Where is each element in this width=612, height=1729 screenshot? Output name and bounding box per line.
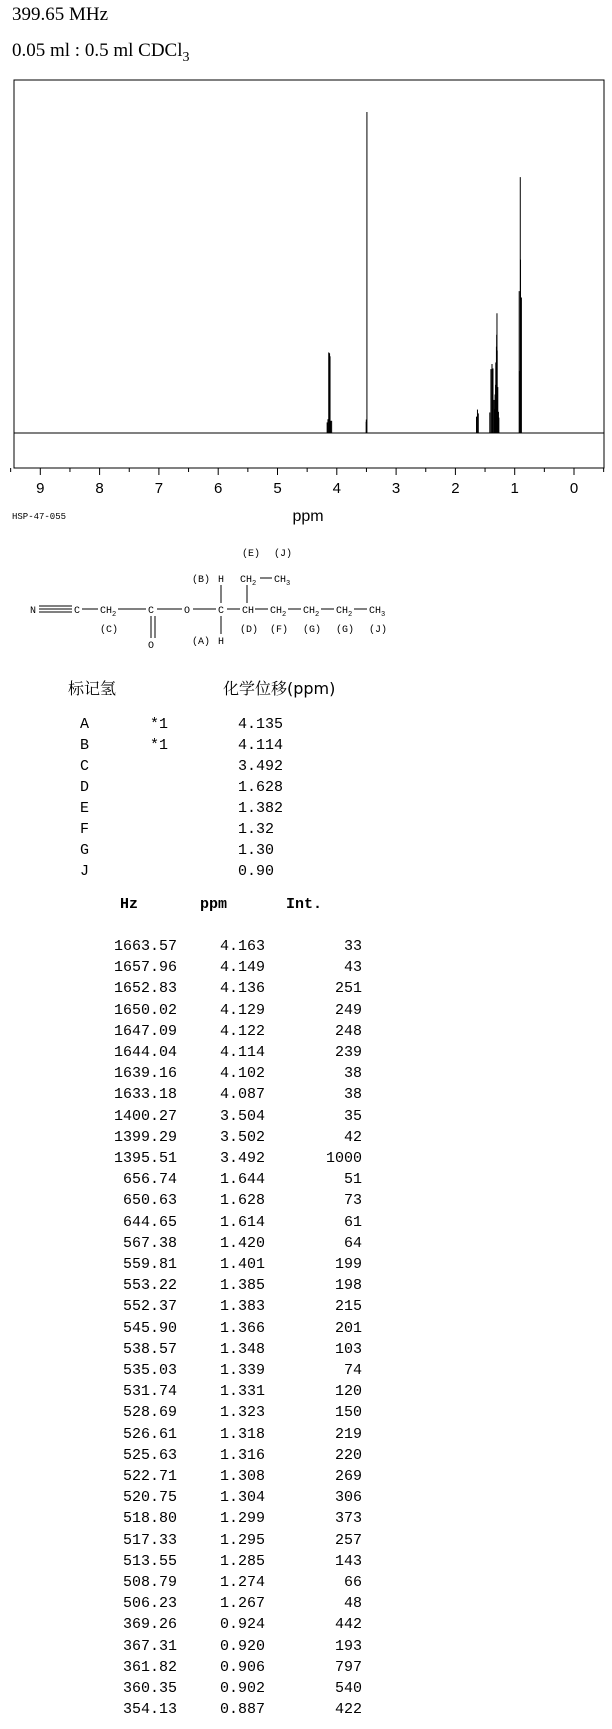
- peak-hz: 559.81: [122, 1256, 177, 1273]
- peak-hz: 526.61: [122, 1425, 177, 1443]
- shift-label: F: [80, 821, 90, 838]
- peak-int: 1000: [325, 1150, 362, 1167]
- atom-c-methylene: C: [218, 606, 225, 617]
- group-ch3-j-ethyl: $CH_3$: [274, 575, 291, 588]
- peak-int: 61: [343, 1213, 362, 1231]
- peak-ppm: 1.628: [219, 1192, 265, 1210]
- peak-int: 373: [334, 1510, 362, 1528]
- peak-hz: 518.80: [122, 1510, 177, 1528]
- spectrum-trace: [327, 112, 521, 433]
- shift-label: C: [80, 758, 90, 775]
- peak-int: 249: [334, 1001, 362, 1019]
- solvent-subscript: 3: [182, 49, 190, 65]
- peak-ppm: 1.348: [219, 1340, 265, 1358]
- peak-header-int: Int.: [286, 896, 323, 913]
- peak-ppm: 4.087: [219, 1086, 265, 1104]
- peak-ppm: 1.401: [219, 1256, 265, 1273]
- peak-int: 215: [334, 1298, 362, 1316]
- peak-hz: 1633.18: [113, 1086, 177, 1104]
- peak-hz: 1644.04: [113, 1044, 177, 1061]
- peak-int: 797: [334, 1658, 362, 1676]
- peak-ppm: 1.331: [219, 1383, 265, 1401]
- peak-ppm: 1.614: [219, 1213, 265, 1231]
- peak-int: 199: [334, 1256, 362, 1273]
- group-ch-d: CH: [242, 606, 255, 617]
- peak-ppm: 1.316: [219, 1446, 265, 1464]
- peak-hz: 367.31: [122, 1637, 177, 1655]
- peak-ppm: 0.902: [219, 1680, 265, 1697]
- x-tick-label: 5: [273, 480, 282, 497]
- peak-hz: 517.33: [122, 1531, 177, 1549]
- peak-ppm: 4.122: [219, 1022, 265, 1040]
- spectrum-code: HSP-47-055: [12, 512, 67, 522]
- shift-label: D: [80, 779, 90, 796]
- group-ch2-e: $CH_2$: [240, 575, 257, 588]
- shift-label: G: [80, 842, 90, 859]
- peak-hz: 656.74: [122, 1171, 177, 1189]
- peak-header-hz: Hz: [120, 896, 139, 913]
- peak-hz: 1652.83: [113, 980, 177, 998]
- peak-ppm: 4.129: [219, 1001, 265, 1019]
- peak-hz: 1663.57: [113, 938, 177, 955]
- group-ch2-c: $CH_2$: [100, 606, 117, 619]
- peak-int: 306: [334, 1489, 362, 1507]
- peak-int: 248: [334, 1022, 362, 1040]
- peak-int: 442: [334, 1616, 362, 1634]
- group-ch2-g: $CH_2$: [303, 606, 320, 619]
- peak-int: 143: [334, 1552, 362, 1570]
- shift-label: B: [80, 737, 90, 754]
- peak-hz: 361.82: [122, 1658, 177, 1676]
- peak-ppm: 3.502: [219, 1128, 265, 1146]
- tag-c: (C): [100, 625, 119, 636]
- peak-hz: 1399.29: [113, 1128, 177, 1146]
- peak-int: 48: [343, 1595, 362, 1613]
- structure-diagram: [20, 540, 440, 660]
- shift-value: 4.114: [238, 737, 284, 754]
- peak-hz: 1395.51: [113, 1150, 177, 1167]
- peak-hz: 520.75: [122, 1489, 177, 1507]
- x-axis-label: ppm: [292, 508, 324, 525]
- peak-ppm: 1.383: [219, 1298, 265, 1316]
- x-tick-label: 6: [214, 480, 223, 497]
- peak-ppm: 0.887: [219, 1701, 265, 1719]
- shift-value: 3.492: [238, 758, 284, 775]
- peak-int: 38: [343, 1065, 362, 1083]
- x-tick-label: 2: [451, 480, 460, 497]
- x-axis-ticks: [11, 468, 604, 497]
- x-tick-label: 3: [391, 480, 401, 497]
- shift-label: J: [80, 863, 90, 880]
- peak-hz: 354.13: [122, 1701, 177, 1719]
- tag-d: (D): [240, 625, 259, 636]
- peak-hz: 1657.96: [113, 959, 177, 977]
- shift-mark: *1: [150, 737, 169, 754]
- peak-ppm: 4.136: [219, 980, 265, 998]
- group-ch2-g2: $CH_2$: [336, 606, 353, 619]
- x-tick-label: 1: [510, 480, 519, 497]
- tag-j-top: (J): [274, 549, 293, 560]
- atom-n: N: [30, 606, 37, 617]
- peak-int: 220: [334, 1446, 362, 1464]
- x-tick-label: 0: [569, 480, 579, 497]
- peak-int: 269: [334, 1468, 362, 1485]
- peak-ppm: 3.492: [219, 1150, 265, 1167]
- peak-hz: 545.90: [122, 1319, 177, 1337]
- peak-int: 33: [343, 938, 362, 955]
- peak-ppm: 0.920: [219, 1637, 265, 1655]
- peak-int: 193: [334, 1637, 362, 1655]
- peak-int: 74: [343, 1362, 362, 1379]
- peak-ppm: 1.644: [219, 1171, 265, 1189]
- group-ch3-j: $CH_3$: [369, 606, 386, 619]
- shift-value: 4.135: [238, 716, 284, 733]
- peak-int: 43: [343, 959, 362, 977]
- shift-mark: *1: [150, 716, 169, 733]
- peak-ppm: 4.163: [219, 938, 265, 955]
- peak-int: 42: [343, 1128, 362, 1146]
- peak-hz: 522.71: [122, 1468, 177, 1485]
- peak-ppm: 0.924: [219, 1616, 265, 1634]
- x-tick-label: 4: [332, 480, 341, 497]
- peak-ppm: 1.304: [219, 1489, 265, 1507]
- peak-hz: 1400.27: [113, 1107, 177, 1125]
- shift-header-label: 标记氢: [68, 679, 117, 698]
- peak-int: 239: [334, 1044, 362, 1061]
- peak-int: 35: [343, 1107, 362, 1125]
- peak-ppm: 1.285: [219, 1552, 265, 1570]
- plot-frame: [14, 80, 604, 468]
- peak-int: 150: [334, 1404, 362, 1422]
- peak-ppm: 1.267: [219, 1595, 265, 1613]
- x-tick-label: 8: [95, 480, 104, 497]
- peak-ppm: 4.149: [219, 959, 265, 977]
- peak-hz: 538.57: [122, 1340, 177, 1358]
- peak-hz: 513.55: [122, 1552, 177, 1570]
- shift-value: 1.30: [238, 842, 275, 859]
- atom-c-nitrile: C: [74, 606, 81, 617]
- peak-ppm: 1.323: [219, 1404, 265, 1422]
- peak-hz: 360.35: [122, 1680, 177, 1697]
- peak-hz: 1639.16: [113, 1065, 177, 1083]
- peak-hz: 525.63: [122, 1446, 177, 1464]
- peak-int: 198: [334, 1277, 362, 1295]
- peak-ppm: 4.102: [219, 1065, 265, 1083]
- peak-ppm: 1.274: [219, 1574, 265, 1591]
- tag-g: (G): [303, 625, 322, 636]
- peak-int: 219: [334, 1425, 362, 1443]
- peak-int: 64: [343, 1234, 362, 1252]
- peak-ppm: 1.420: [219, 1234, 265, 1252]
- peak-hz: 369.26: [122, 1616, 177, 1634]
- peak-hz: 644.65: [122, 1213, 177, 1231]
- shift-label: A: [80, 716, 90, 733]
- tag-a: (A): [192, 637, 211, 648]
- shift-value: 1.32: [238, 821, 275, 838]
- shift-header-value: 化学位移(ppm): [223, 679, 336, 698]
- atom-h-b: H: [218, 575, 225, 586]
- peak-hz: 567.38: [122, 1234, 177, 1252]
- peak-int: 38: [343, 1086, 362, 1104]
- shift-value: 1.628: [238, 779, 284, 796]
- peak-int: 66: [343, 1574, 362, 1591]
- tag-g2: (G): [336, 625, 355, 636]
- peak-header-ppm: ppm: [200, 896, 228, 913]
- shift-value: 0.90: [238, 863, 275, 880]
- peak-hz: 650.63: [122, 1192, 177, 1210]
- peak-ppm: 0.906: [219, 1658, 265, 1676]
- peak-hz: 506.23: [122, 1595, 177, 1613]
- peak-ppm: 1.299: [219, 1510, 265, 1528]
- shift-label: E: [80, 800, 90, 817]
- tag-e: (E): [242, 549, 261, 560]
- peak-ppm: 3.504: [219, 1107, 265, 1125]
- peak-ppm: 1.366: [219, 1319, 265, 1337]
- atom-o-ester: O: [184, 606, 191, 617]
- peak-int: 540: [334, 1680, 362, 1697]
- peak-int: 422: [334, 1701, 362, 1719]
- atom-h-a: H: [218, 637, 225, 648]
- tag-b: (B): [192, 575, 211, 586]
- peak-ppm: 1.339: [219, 1362, 265, 1379]
- peak-int: 120: [334, 1383, 362, 1401]
- peak-ppm: 1.295: [219, 1531, 265, 1549]
- peak-int: 103: [334, 1340, 362, 1358]
- peak-hz: 531.74: [122, 1383, 177, 1401]
- peak-int: 73: [343, 1192, 362, 1210]
- peak-hz: 553.22: [122, 1277, 177, 1295]
- peak-ppm: 1.318: [219, 1425, 265, 1443]
- spectrometer-frequency: 399.65 MHz: [12, 4, 109, 25]
- peak-int: 51: [343, 1171, 362, 1189]
- group-ch2-f: $CH_2$: [270, 606, 287, 619]
- atom-c-carbonyl: C: [148, 606, 155, 617]
- peak-hz: 535.03: [122, 1362, 177, 1379]
- peak-ppm: 1.308: [219, 1468, 265, 1485]
- peak-ppm: 4.114: [219, 1044, 265, 1061]
- peak-hz: 528.69: [122, 1404, 177, 1422]
- peak-int: 257: [334, 1531, 362, 1549]
- peak-int: 251: [334, 980, 362, 998]
- solvent-text: 0.05 ml : 0.5 ml CDCl: [12, 40, 183, 61]
- peak-hz: 552.37: [122, 1298, 177, 1316]
- peak-hz: 1647.09: [113, 1022, 177, 1040]
- tag-f: (F): [270, 625, 289, 636]
- peak-ppm: 1.385: [219, 1277, 265, 1295]
- peak-hz: 1650.02: [113, 1001, 177, 1019]
- tag-j: (J): [369, 625, 388, 636]
- atom-o-carbonyl: O: [148, 641, 155, 652]
- peak-hz: 508.79: [122, 1574, 177, 1591]
- x-tick-label: 9: [36, 480, 45, 497]
- shift-value: 1.382: [238, 800, 284, 817]
- peak-int: 201: [334, 1319, 362, 1337]
- x-tick-label: 7: [154, 480, 164, 497]
